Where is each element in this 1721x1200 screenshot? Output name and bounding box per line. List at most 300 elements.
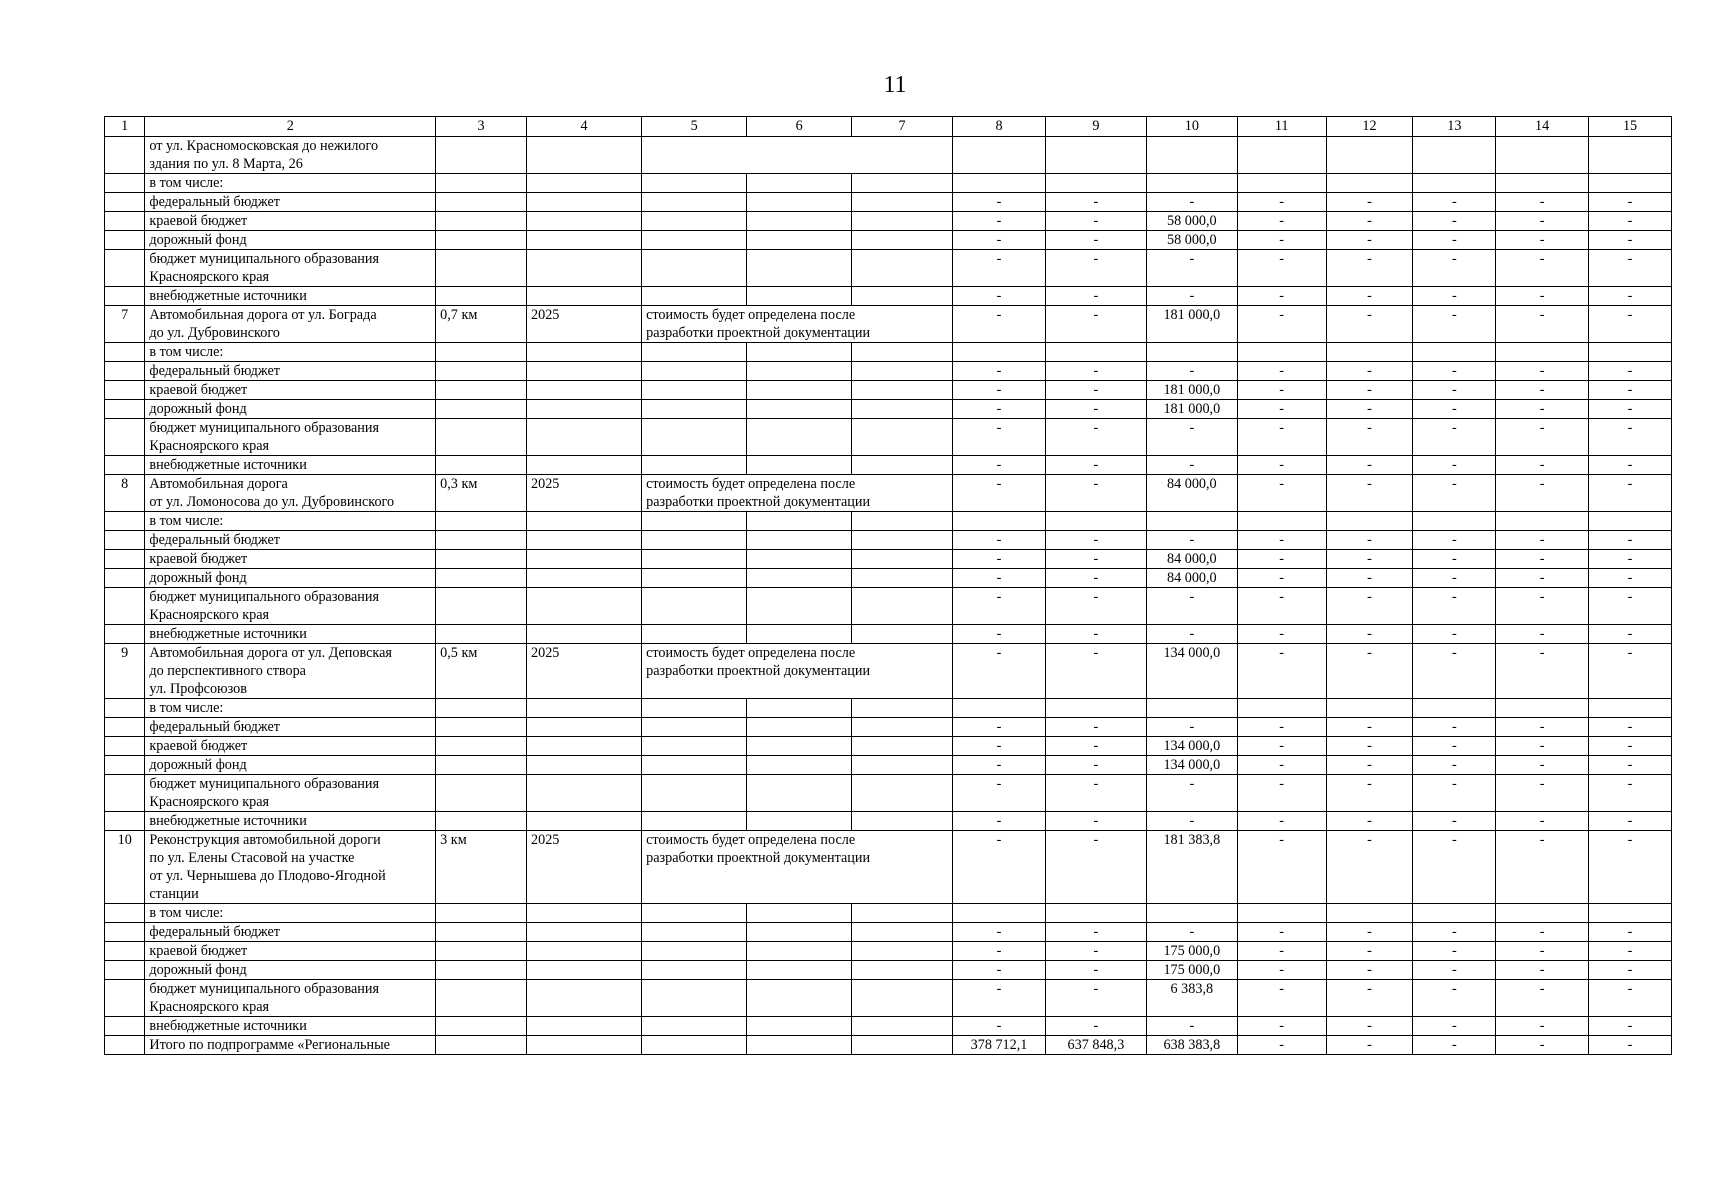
value-cell: - — [1589, 550, 1672, 569]
row-number-cell — [105, 775, 145, 812]
value-cell: - — [1496, 718, 1589, 737]
row-number-cell — [105, 212, 145, 231]
year-cell: 2025 — [527, 831, 642, 904]
table-row — [105, 475, 1672, 512]
empty-cell — [747, 756, 852, 775]
value-cell: - — [1237, 231, 1326, 250]
year-cell — [527, 1036, 642, 1055]
empty-cell — [852, 775, 953, 812]
value-cell: - — [1326, 306, 1413, 343]
row-number-cell — [105, 512, 145, 531]
year-cell — [527, 718, 642, 737]
empty-cell — [747, 419, 852, 456]
table-row — [105, 381, 1672, 400]
empty-cell — [852, 550, 953, 569]
empty-cell — [852, 343, 953, 362]
empty-cell — [642, 250, 747, 287]
table-row — [105, 531, 1672, 550]
value-cell: - — [1589, 737, 1672, 756]
column-header-7: 7 — [852, 117, 953, 137]
row-number-cell — [105, 137, 145, 174]
value-cell: - — [1496, 212, 1589, 231]
row-number-cell — [105, 456, 145, 475]
table-row — [105, 287, 1672, 306]
row-name-cell: внебюджетные источники — [145, 625, 436, 644]
value-cell: - — [1496, 756, 1589, 775]
year-cell — [527, 961, 642, 980]
value-cell: - — [1496, 250, 1589, 287]
value-cell: - — [953, 381, 1046, 400]
empty-cell — [642, 699, 747, 718]
value-cell — [1326, 343, 1413, 362]
empty-cell — [852, 512, 953, 531]
value-cell: - — [953, 737, 1046, 756]
column-header-9: 9 — [1045, 117, 1146, 137]
column-header-4: 4 — [527, 117, 642, 137]
value-cell: - — [1045, 306, 1146, 343]
value-cell — [1589, 512, 1672, 531]
value-cell: - — [1589, 306, 1672, 343]
row-name-cell: федеральный бюджет — [145, 923, 436, 942]
length-cell: 0,7 км — [436, 306, 527, 343]
value-cell: - — [1045, 212, 1146, 231]
row-name-cell: в том числе: — [145, 699, 436, 718]
value-cell: - — [953, 569, 1046, 588]
column-header-5: 5 — [642, 117, 747, 137]
row-number-cell: 9 — [105, 644, 145, 699]
year-cell — [527, 343, 642, 362]
value-cell: - — [1413, 287, 1496, 306]
row-number-cell — [105, 1036, 145, 1055]
value-cell: - — [1413, 475, 1496, 512]
value-cell: - — [1589, 231, 1672, 250]
value-cell: - — [953, 212, 1046, 231]
row-number-cell — [105, 737, 145, 756]
row-number-cell: 8 — [105, 475, 145, 512]
value-cell: - — [1045, 381, 1146, 400]
value-cell — [953, 904, 1046, 923]
value-cell: - — [1413, 250, 1496, 287]
row-name-cell: внебюджетные источники — [145, 456, 436, 475]
empty-cell — [642, 1017, 747, 1036]
value-cell: - — [953, 625, 1046, 644]
row-name-cell: дорожный фонд — [145, 961, 436, 980]
empty-cell — [852, 362, 953, 381]
value-cell: - — [1237, 1017, 1326, 1036]
value-cell — [1326, 512, 1413, 531]
value-cell: - — [1589, 923, 1672, 942]
value-cell: - — [1326, 980, 1413, 1017]
value-cell: - — [1326, 718, 1413, 737]
row-number-cell — [105, 550, 145, 569]
value-cell: - — [1589, 419, 1672, 456]
empty-cell — [642, 531, 747, 550]
value-cell: - — [1326, 625, 1413, 644]
row-name-cell: в том числе: — [145, 174, 436, 193]
column-header-13: 13 — [1413, 117, 1496, 137]
row-name-cell: бюджет муниципального образования Красноярского края — [145, 980, 436, 1017]
value-cell: - — [953, 475, 1046, 512]
value-cell: 638 383,8 — [1146, 1036, 1237, 1055]
value-cell: - — [1413, 812, 1496, 831]
row-name-cell: в том числе: — [145, 343, 436, 362]
value-cell: 175 000,0 — [1146, 942, 1237, 961]
row-number-cell — [105, 718, 145, 737]
value-cell: 181 000,0 — [1146, 306, 1237, 343]
empty-cell — [852, 737, 953, 756]
length-cell — [436, 400, 527, 419]
empty-cell — [747, 942, 852, 961]
length-cell — [436, 569, 527, 588]
table-row — [105, 250, 1672, 287]
value-cell: - — [1413, 212, 1496, 231]
value-cell: - — [953, 362, 1046, 381]
empty-cell — [642, 193, 747, 212]
value-cell: - — [1146, 456, 1237, 475]
row-name-cell: от ул. Красномосковская до нежилого здания по ул. 8 Марта, 26 — [145, 137, 436, 174]
value-cell: 6 383,8 — [1146, 980, 1237, 1017]
value-cell: - — [953, 756, 1046, 775]
value-cell: - — [953, 961, 1046, 980]
value-cell: - — [1496, 737, 1589, 756]
year-cell — [527, 942, 642, 961]
empty-cell — [747, 569, 852, 588]
empty-cell — [747, 193, 852, 212]
row-number-cell — [105, 381, 145, 400]
value-cell: - — [1496, 1017, 1589, 1036]
empty-cell — [747, 550, 852, 569]
length-cell — [436, 1017, 527, 1036]
empty-cell — [747, 699, 852, 718]
value-cell: - — [1326, 961, 1413, 980]
table-row — [105, 306, 1672, 343]
value-cell: - — [1146, 812, 1237, 831]
table-row — [105, 699, 1672, 718]
empty-cell — [852, 980, 953, 1017]
value-cell: - — [1045, 531, 1146, 550]
value-cell: - — [1326, 756, 1413, 775]
empty-cell — [642, 212, 747, 231]
value-cell — [1589, 174, 1672, 193]
empty-cell — [642, 231, 747, 250]
row-number-cell — [105, 904, 145, 923]
value-cell: - — [1413, 775, 1496, 812]
row-name-cell: краевой бюджет — [145, 942, 436, 961]
value-cell: - — [1326, 775, 1413, 812]
value-cell: - — [1237, 961, 1326, 980]
value-cell: - — [1496, 980, 1589, 1017]
value-cell: - — [953, 775, 1046, 812]
length-cell — [436, 625, 527, 644]
row-name-cell: Итого по подпрограмме «Региональные — [145, 1036, 436, 1055]
empty-cell — [642, 775, 747, 812]
value-cell: - — [1589, 775, 1672, 812]
value-cell — [1413, 137, 1496, 174]
value-cell: - — [1413, 306, 1496, 343]
row-name-cell: Автомобильная дорога от ул. Ломоносова до ул. Дубровинского — [145, 475, 436, 512]
value-cell: 58 000,0 — [1146, 212, 1237, 231]
length-cell — [436, 699, 527, 718]
column-header-6: 6 — [747, 117, 852, 137]
value-cell — [1413, 174, 1496, 193]
length-cell — [436, 212, 527, 231]
table-row — [105, 961, 1672, 980]
length-cell — [436, 923, 527, 942]
length-cell — [436, 756, 527, 775]
value-cell: - — [953, 400, 1046, 419]
value-cell: - — [1237, 569, 1326, 588]
value-cell: - — [1326, 287, 1413, 306]
header-row — [105, 117, 1672, 137]
value-cell — [1413, 904, 1496, 923]
empty-cell — [852, 400, 953, 419]
empty-cell — [747, 718, 852, 737]
value-cell: - — [1589, 212, 1672, 231]
empty-cell — [642, 961, 747, 980]
value-cell: - — [1237, 306, 1326, 343]
column-header-1: 1 — [105, 117, 145, 137]
value-cell: - — [1413, 550, 1496, 569]
empty-cell — [852, 231, 953, 250]
year-cell: 2025 — [527, 306, 642, 343]
empty-cell — [642, 756, 747, 775]
length-cell — [436, 1036, 527, 1055]
empty-cell — [642, 588, 747, 625]
row-number-cell — [105, 756, 145, 775]
empty-cell — [852, 625, 953, 644]
table-row — [105, 904, 1672, 923]
value-cell: - — [1496, 231, 1589, 250]
value-cell: - — [1045, 419, 1146, 456]
value-cell: - — [1237, 362, 1326, 381]
value-cell: - — [1413, 1036, 1496, 1055]
row-name-cell: Автомобильная дорога от ул. Бограда до ул. Дубровинского — [145, 306, 436, 343]
value-cell: - — [1589, 756, 1672, 775]
value-cell: - — [1496, 550, 1589, 569]
year-cell — [527, 231, 642, 250]
row-name-cell: внебюджетные источники — [145, 1017, 436, 1036]
value-cell — [1413, 343, 1496, 362]
row-name-cell: бюджет муниципального образования Красноярского края — [145, 588, 436, 625]
value-cell: - — [1045, 812, 1146, 831]
year-cell — [527, 362, 642, 381]
value-cell: - — [1237, 531, 1326, 550]
value-cell: - — [1589, 961, 1672, 980]
value-cell: - — [1326, 456, 1413, 475]
value-cell: - — [1413, 737, 1496, 756]
value-cell: - — [1146, 531, 1237, 550]
value-cell: 378 712,1 — [953, 1036, 1046, 1055]
empty-cell — [747, 1017, 852, 1036]
value-cell: - — [953, 718, 1046, 737]
row-number-cell: 10 — [105, 831, 145, 904]
empty-cell — [642, 569, 747, 588]
value-cell — [1045, 137, 1146, 174]
year-cell — [527, 775, 642, 812]
value-cell — [1237, 904, 1326, 923]
value-cell: - — [1496, 531, 1589, 550]
value-cell: - — [1146, 1017, 1237, 1036]
empty-cell — [642, 287, 747, 306]
year-cell — [527, 512, 642, 531]
value-cell: - — [1146, 250, 1237, 287]
value-cell: - — [1496, 812, 1589, 831]
empty-cell — [852, 456, 953, 475]
value-cell — [1237, 137, 1326, 174]
value-cell: - — [1496, 287, 1589, 306]
value-cell — [1413, 512, 1496, 531]
table-row — [105, 588, 1672, 625]
length-cell — [436, 287, 527, 306]
row-number-cell — [105, 625, 145, 644]
year-cell — [527, 569, 642, 588]
value-cell: - — [1146, 718, 1237, 737]
row-name-cell: дорожный фонд — [145, 756, 436, 775]
value-cell: - — [1496, 475, 1589, 512]
value-cell: - — [1326, 475, 1413, 512]
value-cell: 84 000,0 — [1146, 475, 1237, 512]
row-number-cell — [105, 569, 145, 588]
empty-cell — [747, 625, 852, 644]
value-cell: - — [1237, 550, 1326, 569]
value-cell: - — [1326, 569, 1413, 588]
value-cell: - — [1326, 193, 1413, 212]
value-cell: - — [1589, 831, 1672, 904]
budget-table — [104, 116, 1672, 1055]
value-cell: 181 000,0 — [1146, 381, 1237, 400]
value-cell: - — [953, 980, 1046, 1017]
cost-note-cell — [642, 137, 953, 174]
row-name-cell: внебюджетные источники — [145, 812, 436, 831]
value-cell: - — [1589, 250, 1672, 287]
row-number-cell — [105, 287, 145, 306]
row-number-cell — [105, 812, 145, 831]
year-cell — [527, 756, 642, 775]
value-cell: - — [1045, 569, 1146, 588]
value-cell: - — [953, 942, 1046, 961]
empty-cell — [747, 400, 852, 419]
value-cell — [1496, 512, 1589, 531]
length-cell — [436, 137, 527, 174]
row-number-cell — [105, 588, 145, 625]
empty-cell — [747, 174, 852, 193]
length-cell — [436, 775, 527, 812]
value-cell: - — [1413, 625, 1496, 644]
row-name-cell: бюджет муниципального образования Красноярского края — [145, 775, 436, 812]
empty-cell — [747, 343, 852, 362]
table-row — [105, 550, 1672, 569]
row-number-cell — [105, 174, 145, 193]
value-cell: - — [1045, 362, 1146, 381]
cost-note-cell: стоимость будет определена после разработки проектной документации — [642, 306, 953, 343]
table-row — [105, 831, 1672, 904]
column-header-2: 2 — [145, 117, 436, 137]
value-cell: - — [1237, 588, 1326, 625]
length-cell — [436, 942, 527, 961]
value-cell — [1146, 137, 1237, 174]
value-cell: - — [953, 644, 1046, 699]
value-cell: - — [1496, 625, 1589, 644]
value-cell: - — [1413, 193, 1496, 212]
value-cell: 134 000,0 — [1146, 737, 1237, 756]
value-cell: - — [1589, 569, 1672, 588]
value-cell: - — [1045, 625, 1146, 644]
empty-cell — [852, 419, 953, 456]
empty-cell — [747, 250, 852, 287]
value-cell: - — [1045, 550, 1146, 569]
empty-cell — [642, 419, 747, 456]
value-cell: - — [1413, 980, 1496, 1017]
value-cell: - — [1496, 942, 1589, 961]
value-cell — [1045, 904, 1146, 923]
column-header-10: 10 — [1146, 117, 1237, 137]
value-cell: - — [1237, 456, 1326, 475]
row-name-cell: федеральный бюджет — [145, 362, 436, 381]
length-cell — [436, 174, 527, 193]
table-row — [105, 644, 1672, 699]
year-cell — [527, 531, 642, 550]
page-number: 11 — [883, 72, 907, 98]
value-cell: - — [1237, 831, 1326, 904]
value-cell: - — [1146, 625, 1237, 644]
empty-cell — [747, 961, 852, 980]
value-cell: - — [1326, 737, 1413, 756]
value-cell: - — [1496, 419, 1589, 456]
value-cell: - — [1146, 362, 1237, 381]
value-cell: - — [1413, 381, 1496, 400]
length-cell — [436, 980, 527, 1017]
value-cell: - — [1413, 419, 1496, 456]
value-cell — [1237, 174, 1326, 193]
value-cell: - — [1237, 775, 1326, 812]
value-cell: - — [1413, 362, 1496, 381]
cost-note-cell: стоимость будет определена после разработки проектной документации — [642, 475, 953, 512]
empty-cell — [852, 756, 953, 775]
year-cell: 2025 — [527, 475, 642, 512]
value-cell: - — [1045, 718, 1146, 737]
empty-cell — [747, 531, 852, 550]
value-cell: - — [953, 812, 1046, 831]
row-number-cell — [105, 1017, 145, 1036]
value-cell: - — [1413, 718, 1496, 737]
value-cell: - — [1045, 1017, 1146, 1036]
year-cell — [527, 193, 642, 212]
value-cell — [1146, 343, 1237, 362]
value-cell: 84 000,0 — [1146, 569, 1237, 588]
value-cell: - — [1326, 381, 1413, 400]
value-cell: - — [1146, 923, 1237, 942]
year-cell — [527, 625, 642, 644]
length-cell — [436, 193, 527, 212]
value-cell: - — [1237, 193, 1326, 212]
length-cell: 3 км — [436, 831, 527, 904]
length-cell — [436, 512, 527, 531]
value-cell: 181 000,0 — [1146, 400, 1237, 419]
value-cell: - — [1496, 193, 1589, 212]
value-cell: - — [953, 193, 1046, 212]
value-cell: - — [1496, 400, 1589, 419]
row-number-cell — [105, 699, 145, 718]
row-number-cell — [105, 250, 145, 287]
length-cell — [436, 231, 527, 250]
row-number-cell — [105, 980, 145, 1017]
value-cell — [1045, 699, 1146, 718]
year-cell — [527, 400, 642, 419]
value-cell: - — [953, 1017, 1046, 1036]
row-name-cell: федеральный бюджет — [145, 193, 436, 212]
value-cell: - — [1326, 1036, 1413, 1055]
empty-cell — [747, 231, 852, 250]
